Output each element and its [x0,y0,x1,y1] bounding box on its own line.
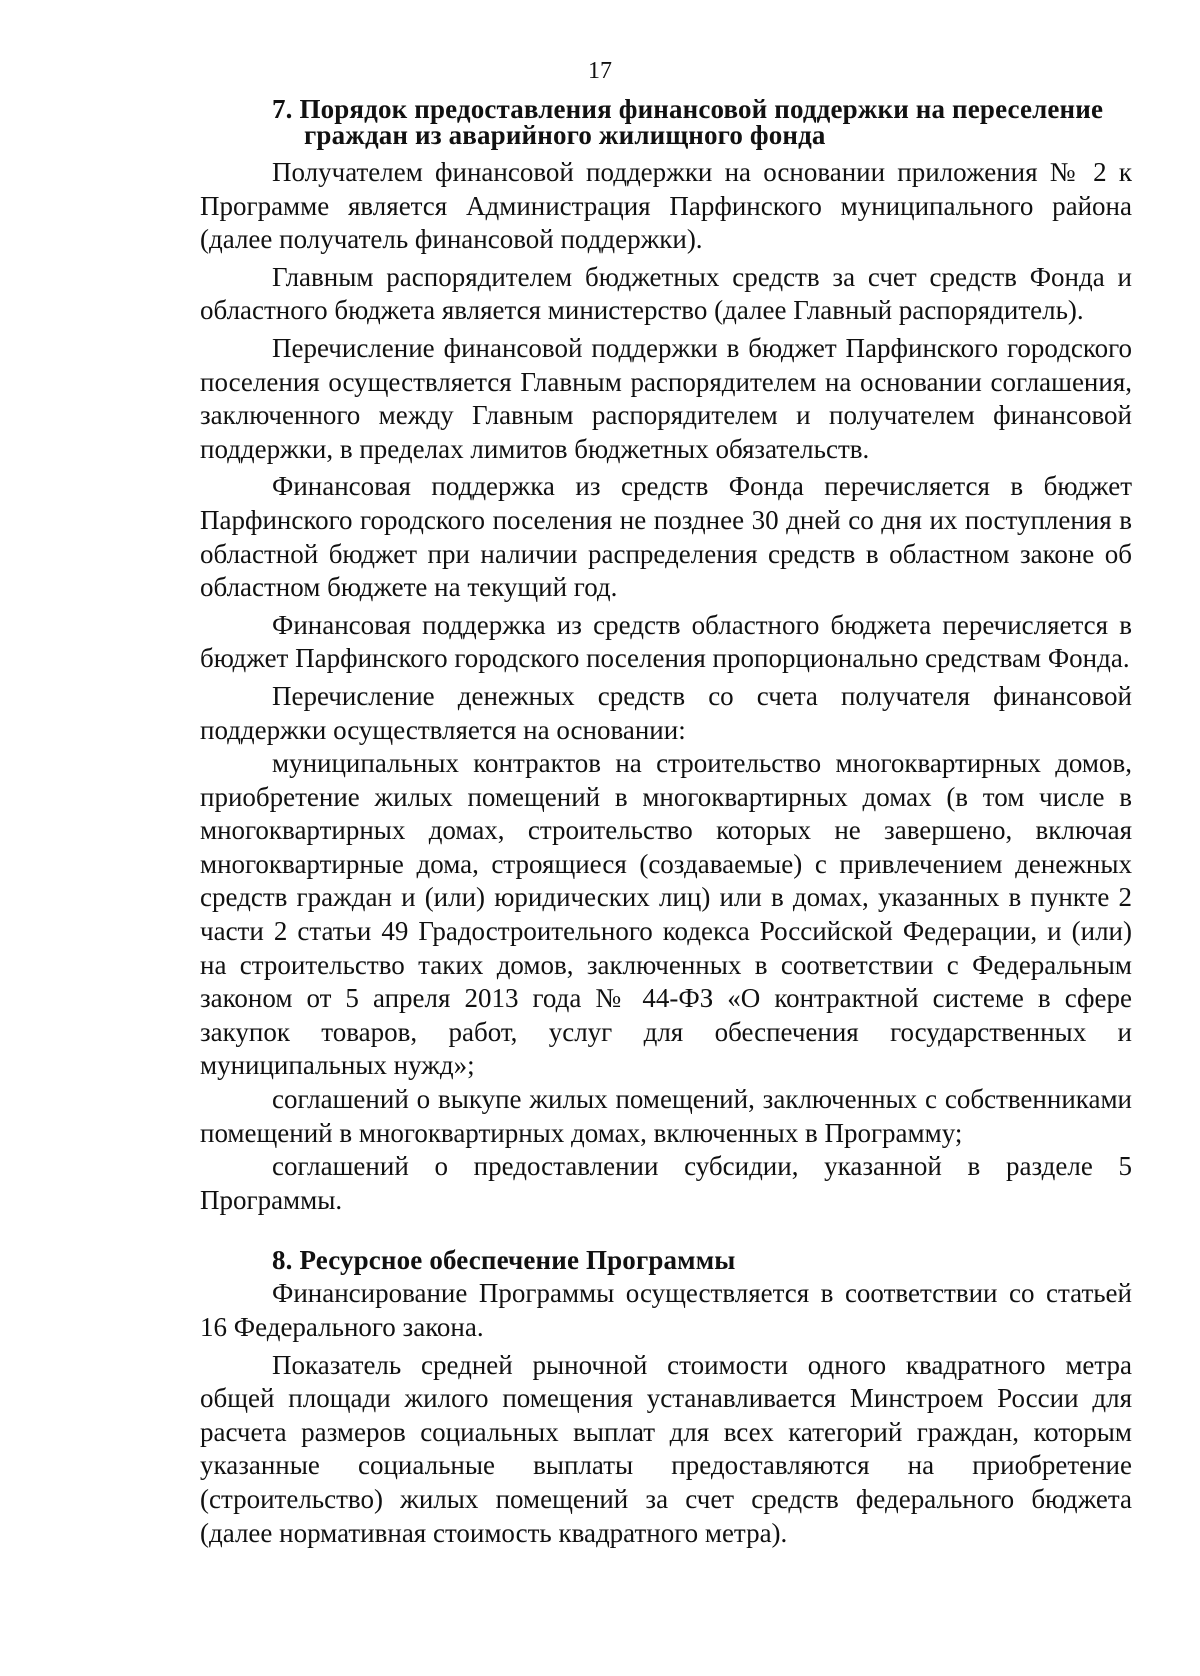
section-8-heading: 8. Ресурсное обеспечение Программы [272,1245,736,1276]
section-7-paragraph: Получателем финансовой поддержки на основании приложения № 2 к Программе является Администрация Парфинского муниципального района (далее получатель финансовой поддержки). [200,157,1132,255]
section-7-paragraph: Главным распорядителем бюджетных средств за счет средств Фонда и областного бюджета является министерство (далее Главный распорядитель). [200,261,1132,326]
document-body [200,96,1132,1550]
section-7-paragraph: Финансовая поддержка из средств Фонда перечисляется в бюджет Парфинского городского поселения не позднее 30 дней со дня их поступления в областной бюджет при наличии распределения средств в областном законе об областном бюджете на текущий год. [200,471,1132,603]
section-8-body [200,1277,1132,1550]
section-7-paragraph: соглашений о выкупе жилых помещений, заключенных с собственниками помещений в многоквартирных домах, включенных в Программу; [200,1084,1132,1148]
section-7-paragraph: соглашений о предоставлении субсидии, указанной в разделе 5 Программы. [200,1151,1132,1215]
section-7-paragraph: Перечисление денежных средств со счета получателя финансовой поддержки осуществляется на основании: [200,680,1132,745]
section-7-paragraph: Финансовая поддержка из средств областного бюджета перечисляется в бюджет Парфинского городского поселения пропорционально средствам Фонда. [200,609,1132,674]
section-7-heading: 7. Порядок предоставления финансовой поддержки на переселение граждан из аварийного жилищного фонда [272,94,1104,150]
section-7-paragraph: Перечисление финансовой поддержки в бюджет Парфинского городского поселения осуществляется Главным распорядителем на основании соглашения, заключенного между Главным распорядителем и получателем финансовой поддержки, в пределах лимитов бюджетных обязательств. [200,332,1132,464]
section-8-paragraph: Показатель средней рыночной стоимости одного квадратного метра общей площади жилого помещения устанавливается Минстроем России для расчета размеров социальных выплат для всех категорий граждан, которым указанные социальные выплаты предоставляются на приобретение (строительство) жилых помещений за счет средств федерального бюджета (далее нормативная стоимость квадратного метра). [200,1349,1132,1548]
section-7-paragraph: муниципальных контрактов на строительство многоквартирных домов, приобретение жилых помещений в многоквартирных домах (в том числе в многоквартирных домах, строительство которых не завершено, включая многоквартирные дома, строящиеся (создаваемые) с привлечением денежных средств граждан и (или) юридических лиц) или в домах, указанных в пункте 2 части 2 статьи 49 Градостроительного кодекса Российской Федерации, и (или) на строительство таких домов, заключенных в соответствии с Федеральным законом от 5 апреля 2013 года № 44-ФЗ «О контрактной системе в сфере закупок товаров, работ, услуг для обеспечения государственных и муниципальных нужд»; [200,748,1132,1081]
section-8-paragraph: Финансирование Программы осуществляется в соответствии со статьей 16 Федерального закона. [200,1278,1132,1342]
page-number: 17 [588,58,612,84]
section-7-body [200,156,1132,1217]
